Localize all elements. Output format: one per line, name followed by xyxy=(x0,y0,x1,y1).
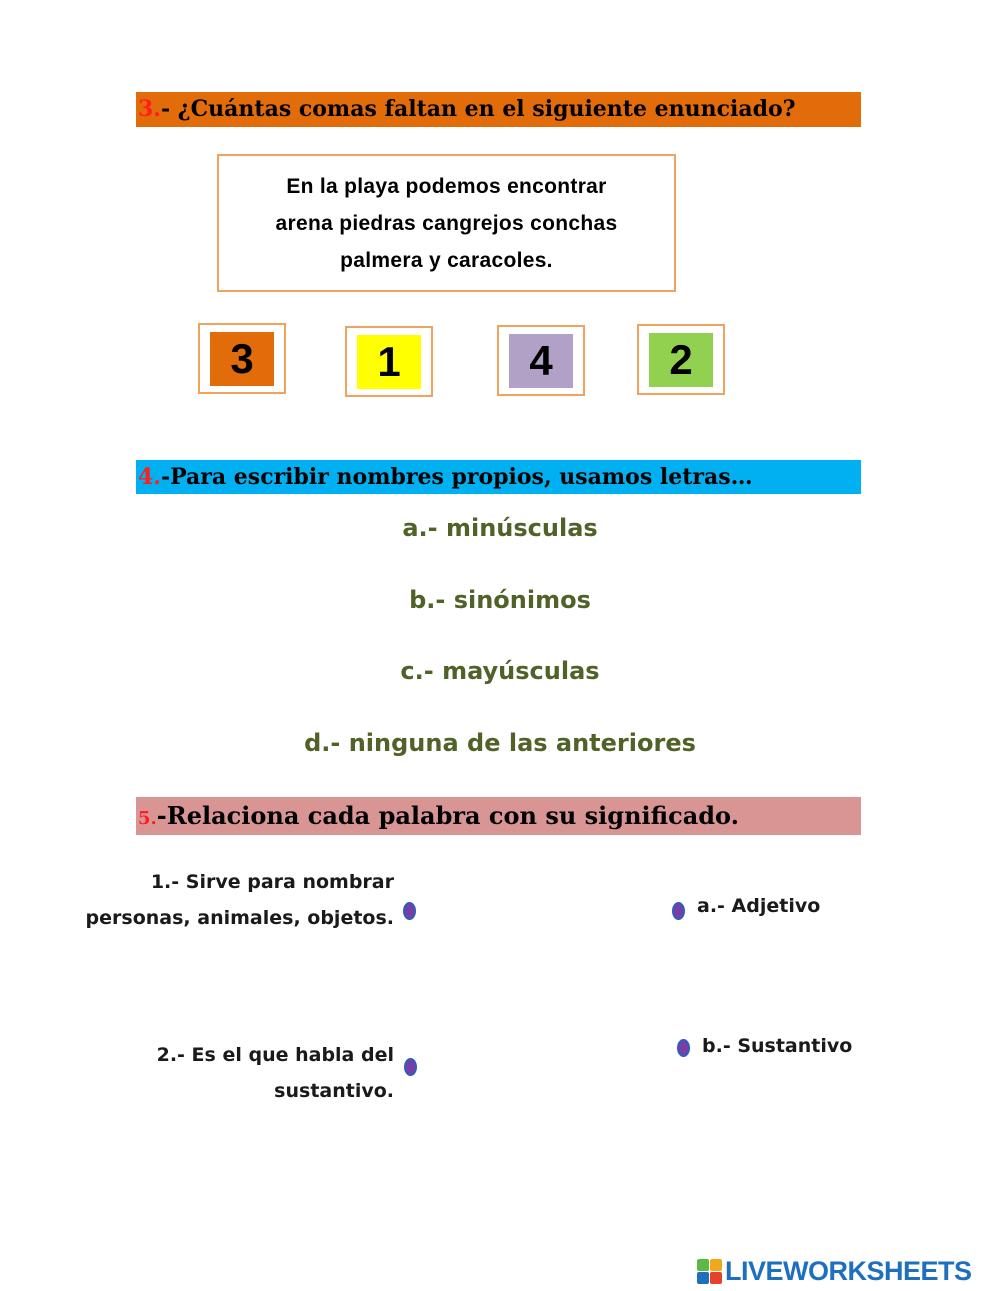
question-4-text: -Para escribir nombres propios, usamos letras… xyxy=(160,464,753,490)
match-definition-1 xyxy=(86,864,394,936)
question-3-number: 3. xyxy=(138,96,161,122)
choice-d[interactable]: d.- ninguna de las anteriores xyxy=(304,729,696,757)
logo-cube-icon xyxy=(697,1259,722,1284)
match-dot-left-1[interactable] xyxy=(403,902,416,920)
match-term-a: a.- Adjetivo xyxy=(697,895,821,917)
match-dot-right-a[interactable] xyxy=(672,902,685,920)
logo-text: LIVEWORKSHEETS xyxy=(725,1255,972,1286)
match-dot-left-2[interactable] xyxy=(404,1058,417,1076)
question-3-header xyxy=(136,92,861,127)
choice-b[interactable]: b.- sinónimos xyxy=(409,586,591,614)
answer-option-2[interactable] xyxy=(637,324,725,395)
question-4-header xyxy=(136,460,861,494)
question-5-number: 5. xyxy=(138,808,157,829)
sentence-line: palmera y caracoles. xyxy=(340,248,553,272)
definition-line: sustantivo. xyxy=(274,1080,394,1102)
answer-option-label: 1 xyxy=(357,335,421,389)
question-4-number: 4. xyxy=(138,464,161,490)
question-5-text: -Relaciona cada palabra con su significado. xyxy=(156,801,739,830)
choice-a[interactable]: a.- minúsculas xyxy=(402,514,598,542)
sentence-line: arena piedras cangrejos conchas xyxy=(275,211,618,235)
answer-option-1[interactable] xyxy=(345,326,433,397)
answer-option-3[interactable] xyxy=(198,323,286,394)
definition-line: 1.- Sirve para nombrar xyxy=(150,871,394,893)
liveworksheets-logo xyxy=(697,1256,972,1286)
question-5-header xyxy=(136,797,861,835)
sentence-text xyxy=(276,168,618,279)
match-definition-2 xyxy=(157,1037,394,1109)
sentence-box xyxy=(217,154,676,292)
question-3-text: - ¿Cuántas comas faltan en el siguiente enunciado? xyxy=(160,96,796,122)
answer-option-label: 2 xyxy=(649,333,713,387)
match-dot-right-b[interactable] xyxy=(677,1039,690,1057)
choice-c[interactable]: c.- mayúsculas xyxy=(400,657,600,685)
definition-line: personas, animales, objetos. xyxy=(85,907,394,929)
match-term-b: b.- Sustantivo xyxy=(702,1035,853,1057)
answer-option-label: 4 xyxy=(509,334,573,388)
answer-option-4[interactable] xyxy=(497,325,585,396)
answer-option-label: 3 xyxy=(210,332,274,386)
sentence-line: En la playa podemos encontrar xyxy=(286,174,607,198)
definition-line: 2.- Es el que habla del xyxy=(156,1044,394,1066)
